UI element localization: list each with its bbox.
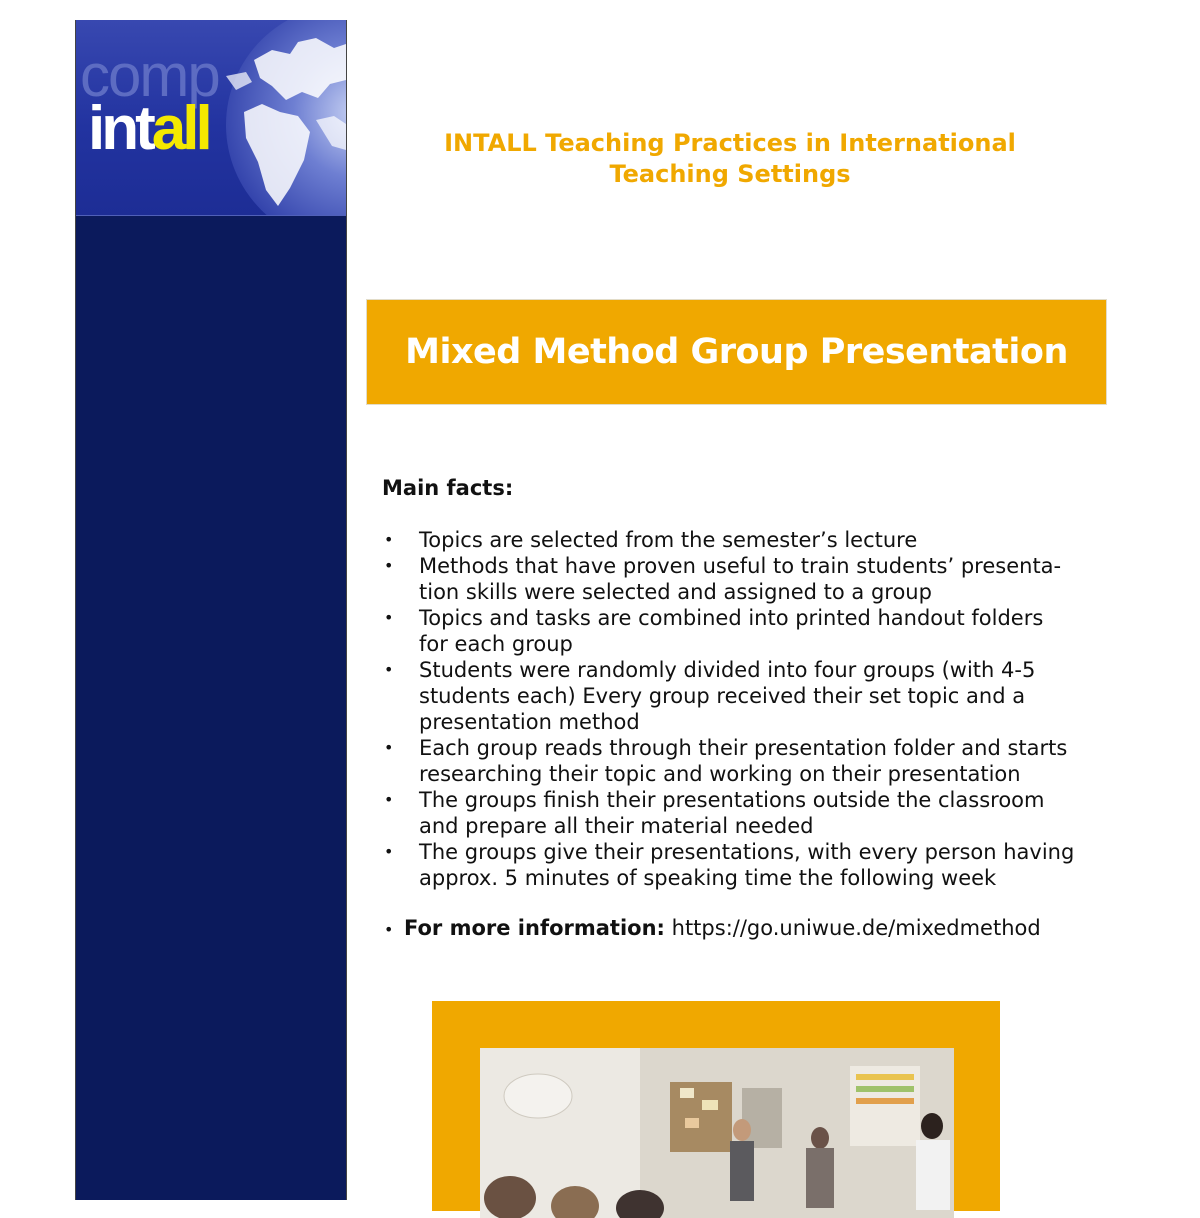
logo-all: all bbox=[151, 94, 209, 163]
bullet: • bbox=[384, 738, 394, 757]
bullet: • bbox=[384, 556, 394, 575]
intall-logo bbox=[76, 20, 346, 216]
list-item-line: The groups finish their presentations outside the classroom bbox=[419, 788, 1045, 812]
more-info-link[interactable]: https://go.uniwue.de/mixedmethod bbox=[671, 916, 1041, 940]
logo-intall-text bbox=[88, 94, 209, 163]
list-item-line: for each group bbox=[419, 632, 573, 656]
bullet: • bbox=[384, 842, 394, 861]
sidebar bbox=[75, 20, 347, 1200]
list-item-line: approx. 5 minutes of speaking time the following week bbox=[419, 866, 997, 890]
list-item-line: Each group reads through their presentation folder and starts bbox=[419, 736, 1068, 760]
main-facts-list bbox=[380, 527, 1100, 891]
title-banner bbox=[366, 299, 1107, 405]
list-item-line: students each) Every group received their set topic and a bbox=[419, 684, 1026, 708]
photo-frame bbox=[432, 1001, 1000, 1211]
bullet: • bbox=[384, 790, 394, 809]
more-info-label: For more information: bbox=[404, 916, 665, 940]
list-item bbox=[380, 839, 1100, 891]
bullet: • bbox=[384, 530, 394, 549]
list-item bbox=[380, 787, 1100, 839]
page-title: Mixed Method Group Presentation bbox=[405, 332, 1068, 372]
list-item-line: Topics are selected from the semester’s lecture bbox=[419, 528, 918, 552]
list-item bbox=[380, 527, 1100, 553]
list-item bbox=[380, 605, 1100, 657]
list-item-line: presentation method bbox=[419, 710, 640, 734]
list-item bbox=[380, 735, 1100, 787]
bullet: • bbox=[384, 660, 394, 679]
document-header bbox=[420, 128, 1040, 190]
more-info bbox=[380, 915, 1100, 943]
logo-comp-text: comp bbox=[80, 42, 219, 109]
list-item bbox=[380, 553, 1100, 605]
classroom-photo bbox=[480, 1048, 954, 1218]
bullet: • bbox=[384, 920, 394, 939]
list-item-line: and prepare all their material needed bbox=[419, 814, 814, 838]
list-item-line: Topics and tasks are combined into printed handout folders bbox=[419, 606, 1044, 630]
logo-int: int bbox=[88, 94, 152, 163]
header-line-1: INTALL Teaching Practices in International bbox=[444, 129, 1016, 157]
list-item-line: Students were randomly divided into four groups (with 4-5 bbox=[419, 658, 1036, 682]
bullet: • bbox=[384, 608, 394, 627]
main-facts-heading: Main facts: bbox=[382, 476, 514, 500]
list-item-line: Methods that have proven useful to train students’ presenta- bbox=[419, 554, 1062, 578]
list-item bbox=[380, 657, 1100, 735]
list-item-line: researching their topic and working on their presentation bbox=[419, 762, 1021, 786]
header-line-2: Teaching Settings bbox=[609, 160, 851, 188]
list-item-line: tion skills were selected and assigned to a group bbox=[419, 580, 932, 604]
list-item-line: The groups give their presentations, with every person having bbox=[419, 840, 1075, 864]
